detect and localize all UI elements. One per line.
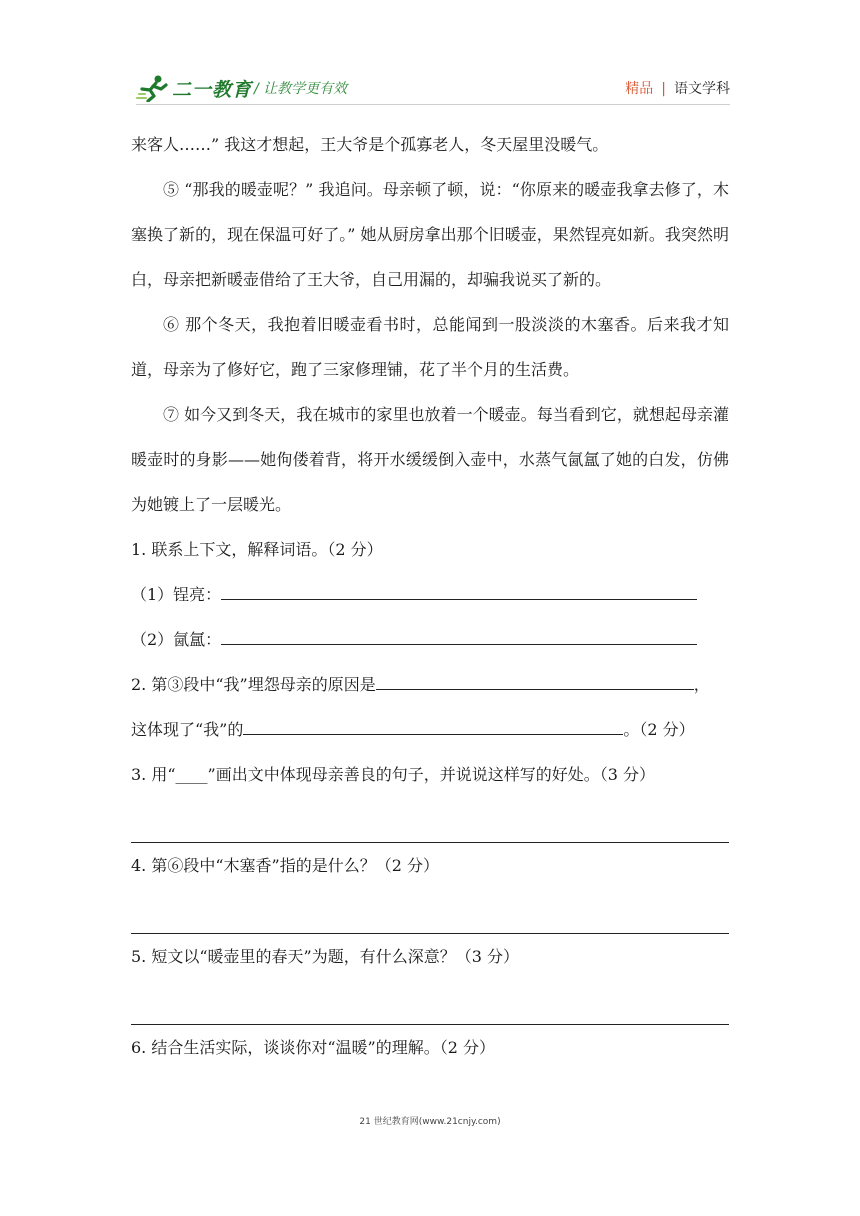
question-1b: [131, 617, 729, 662]
question-5: 5. 短文以“暖壶里的春天”为题，有什么深意？（3 分）: [131, 947, 519, 966]
question-2-line2: [131, 707, 729, 752]
paragraph-continued: 来客人……” 我这才想起，王大爷是个孤寡老人，冬天屋里没暖气。: [131, 135, 609, 154]
question-2-score: 。（2 分）: [623, 720, 695, 739]
answer-blank-1a[interactable]: [221, 583, 697, 600]
question-1a: [131, 572, 729, 617]
subject-separator: |: [661, 81, 666, 97]
slogan: / 让教学更有效: [254, 81, 348, 97]
subject-label: [625, 78, 730, 98]
paragraph-5: ⑤ “那我的暖壶呢？” 我追问。母亲顿了顿，说：“你原来的暖壶我拿去修了，木塞换了新的，现在保温可好了。” 她从厨房拿出那个旧暖壶，果然锃亮如新。我突然明白，母亲把新暖壶借给了王大爷，自己用漏的，却骗我说买了新的。: [131, 180, 729, 289]
header-divider: [136, 104, 730, 105]
question-2-text-b: 这体现了“我”的: [131, 720, 244, 739]
answer-blank-2a[interactable]: [376, 673, 694, 690]
question-6: 6. 结合生活实际，谈谈你对“温暖”的理解。（2 分）: [131, 1038, 495, 1057]
answer-line-4[interactable]: [131, 888, 729, 934]
premium-badge: 精品: [625, 81, 654, 97]
site-logo[interactable]: [136, 74, 252, 102]
question-4: 4. 第⑥段中“木塞香”指的是什么？（2 分）: [131, 856, 439, 875]
document-body: [131, 122, 729, 1070]
subject-name: 语文学科: [674, 81, 730, 97]
answer-line-3[interactable]: [131, 797, 729, 843]
question-3: 3. 用“____”画出文中体现母亲善良的句子，并说说这样写的好处。（3 分）: [131, 765, 655, 784]
question-2-text-a: 2. 第③段中“我”埋怨母亲的原因是: [131, 675, 376, 694]
answer-line-5[interactable]: [131, 979, 729, 1025]
page-footer: 21 世纪教育网(www.21cnjy.com): [359, 1117, 501, 1127]
running-man-icon: [136, 74, 170, 102]
paragraph-6: ⑥ 那个冬天，我抱着旧暖壶看书时，总能闻到一股淡淡的木塞香。后来我才知道，母亲为了修好它，跑了三家修理铺，花了半个月的生活费。: [131, 315, 729, 379]
question-2-line1: [131, 662, 729, 707]
question-1b-label: （2）氤氲：: [131, 630, 222, 649]
paragraph-7: ⑦ 如今又到冬天，我在城市的家里也放着一个暖壶。每当看到它，就想起母亲灌暖壶时的身影——她佝偻着背，将开水缓缓倒入壶中，水蒸气氤氲了她的白发，仿佛为她镀上了一层暖光。: [131, 405, 729, 514]
question-1a-label: （1）锃亮：: [131, 585, 222, 604]
answer-blank-2b[interactable]: [243, 718, 623, 735]
page-header: [136, 72, 730, 106]
question-2-comma: ，: [693, 675, 710, 694]
answer-blank-1b[interactable]: [221, 628, 697, 645]
logo-text: 二一教育: [172, 78, 253, 101]
question-1: 1. 联系上下文，解释词语。（2 分）: [131, 540, 383, 559]
